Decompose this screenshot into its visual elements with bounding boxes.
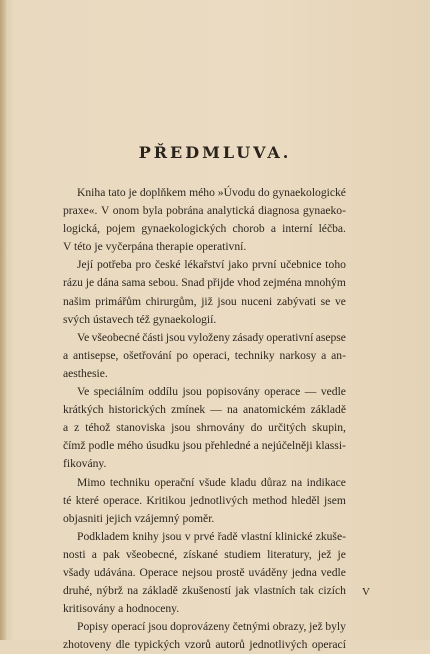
text-line: Mimo techniku operační všude kladu důraz na indikace xyxy=(77,475,346,489)
text-line: té které operace. Kritikou jednotlivých method hleděl jsem xyxy=(63,493,346,507)
text-line: Ve všeobecné části jsou vyloženy zásady operativní asepse xyxy=(77,330,346,344)
text-line: kritisovány a hodnoceny. xyxy=(63,602,180,616)
text-line: svých ústavech též gynaekologií. xyxy=(63,312,217,326)
page-number: V xyxy=(362,586,370,598)
text-line: nosti a pak všeobecné, získané studiem literatury, jež je xyxy=(63,547,346,561)
page-title: PŘEDMLUVA. xyxy=(138,143,292,162)
text-line: čímž podle mého úsudku jsou přehledné a nejúčelněji klassi- xyxy=(63,439,346,453)
text-line: druhé, nýbrž na základě zkušeností jak vlastních tak cizích xyxy=(63,584,346,598)
text-line: objasniti jejich vzájemný poměr. xyxy=(63,511,215,525)
text-line: všady udávána. Operace nejsou prostě uváděny jedna vedle xyxy=(63,565,346,579)
text-line: našim primářům chirurgům, již jsou nuceni zabývati se ve xyxy=(63,294,346,308)
text-line: Ve speciálním oddílu jsou popisovány operace — vedle xyxy=(77,385,346,399)
preface-body xyxy=(63,184,346,654)
text-line: Její potřeba pro české lékařství jako první učebnice toho xyxy=(77,258,346,272)
text-line: a z téhož stanoviska jsou shrnovány do určitých skupin, xyxy=(63,421,346,435)
text-line: Popisy operací jsou doprovázeny četnými obrazy, jež byly xyxy=(77,620,346,634)
page-spine-shadow xyxy=(0,0,6,640)
text-line: fikovány. xyxy=(63,457,107,471)
text-line: praxe«. V onom byla pobrána analytická diagnosa gynaeko- xyxy=(63,204,346,218)
text-line: krátkých historických zmínek — na anatomickém základě xyxy=(63,403,346,417)
text-line: aesthesie. xyxy=(63,366,108,380)
text-line: V této je vyčerpána therapie operativní. xyxy=(63,240,247,254)
text-line: Kniha tato je doplňkem mého »Úvodu do gynaekologické xyxy=(77,186,346,199)
text-line: Podkladem knihy jsou v prvé řadě vlastní klinické zkuše- xyxy=(77,529,346,543)
text-line: rázu je dána sama sebou. Snad přijde vhod zejména mnohým xyxy=(63,276,346,290)
text-line: zhotoveny dle typických vzorů autorů jednotlivých operací xyxy=(63,638,346,652)
text-line: logická, pojem gynaekologických chorob a interní léčba. xyxy=(63,222,346,236)
text-line: a antisepse, ošetřování po operaci, techniky narkosy a an- xyxy=(63,348,346,362)
